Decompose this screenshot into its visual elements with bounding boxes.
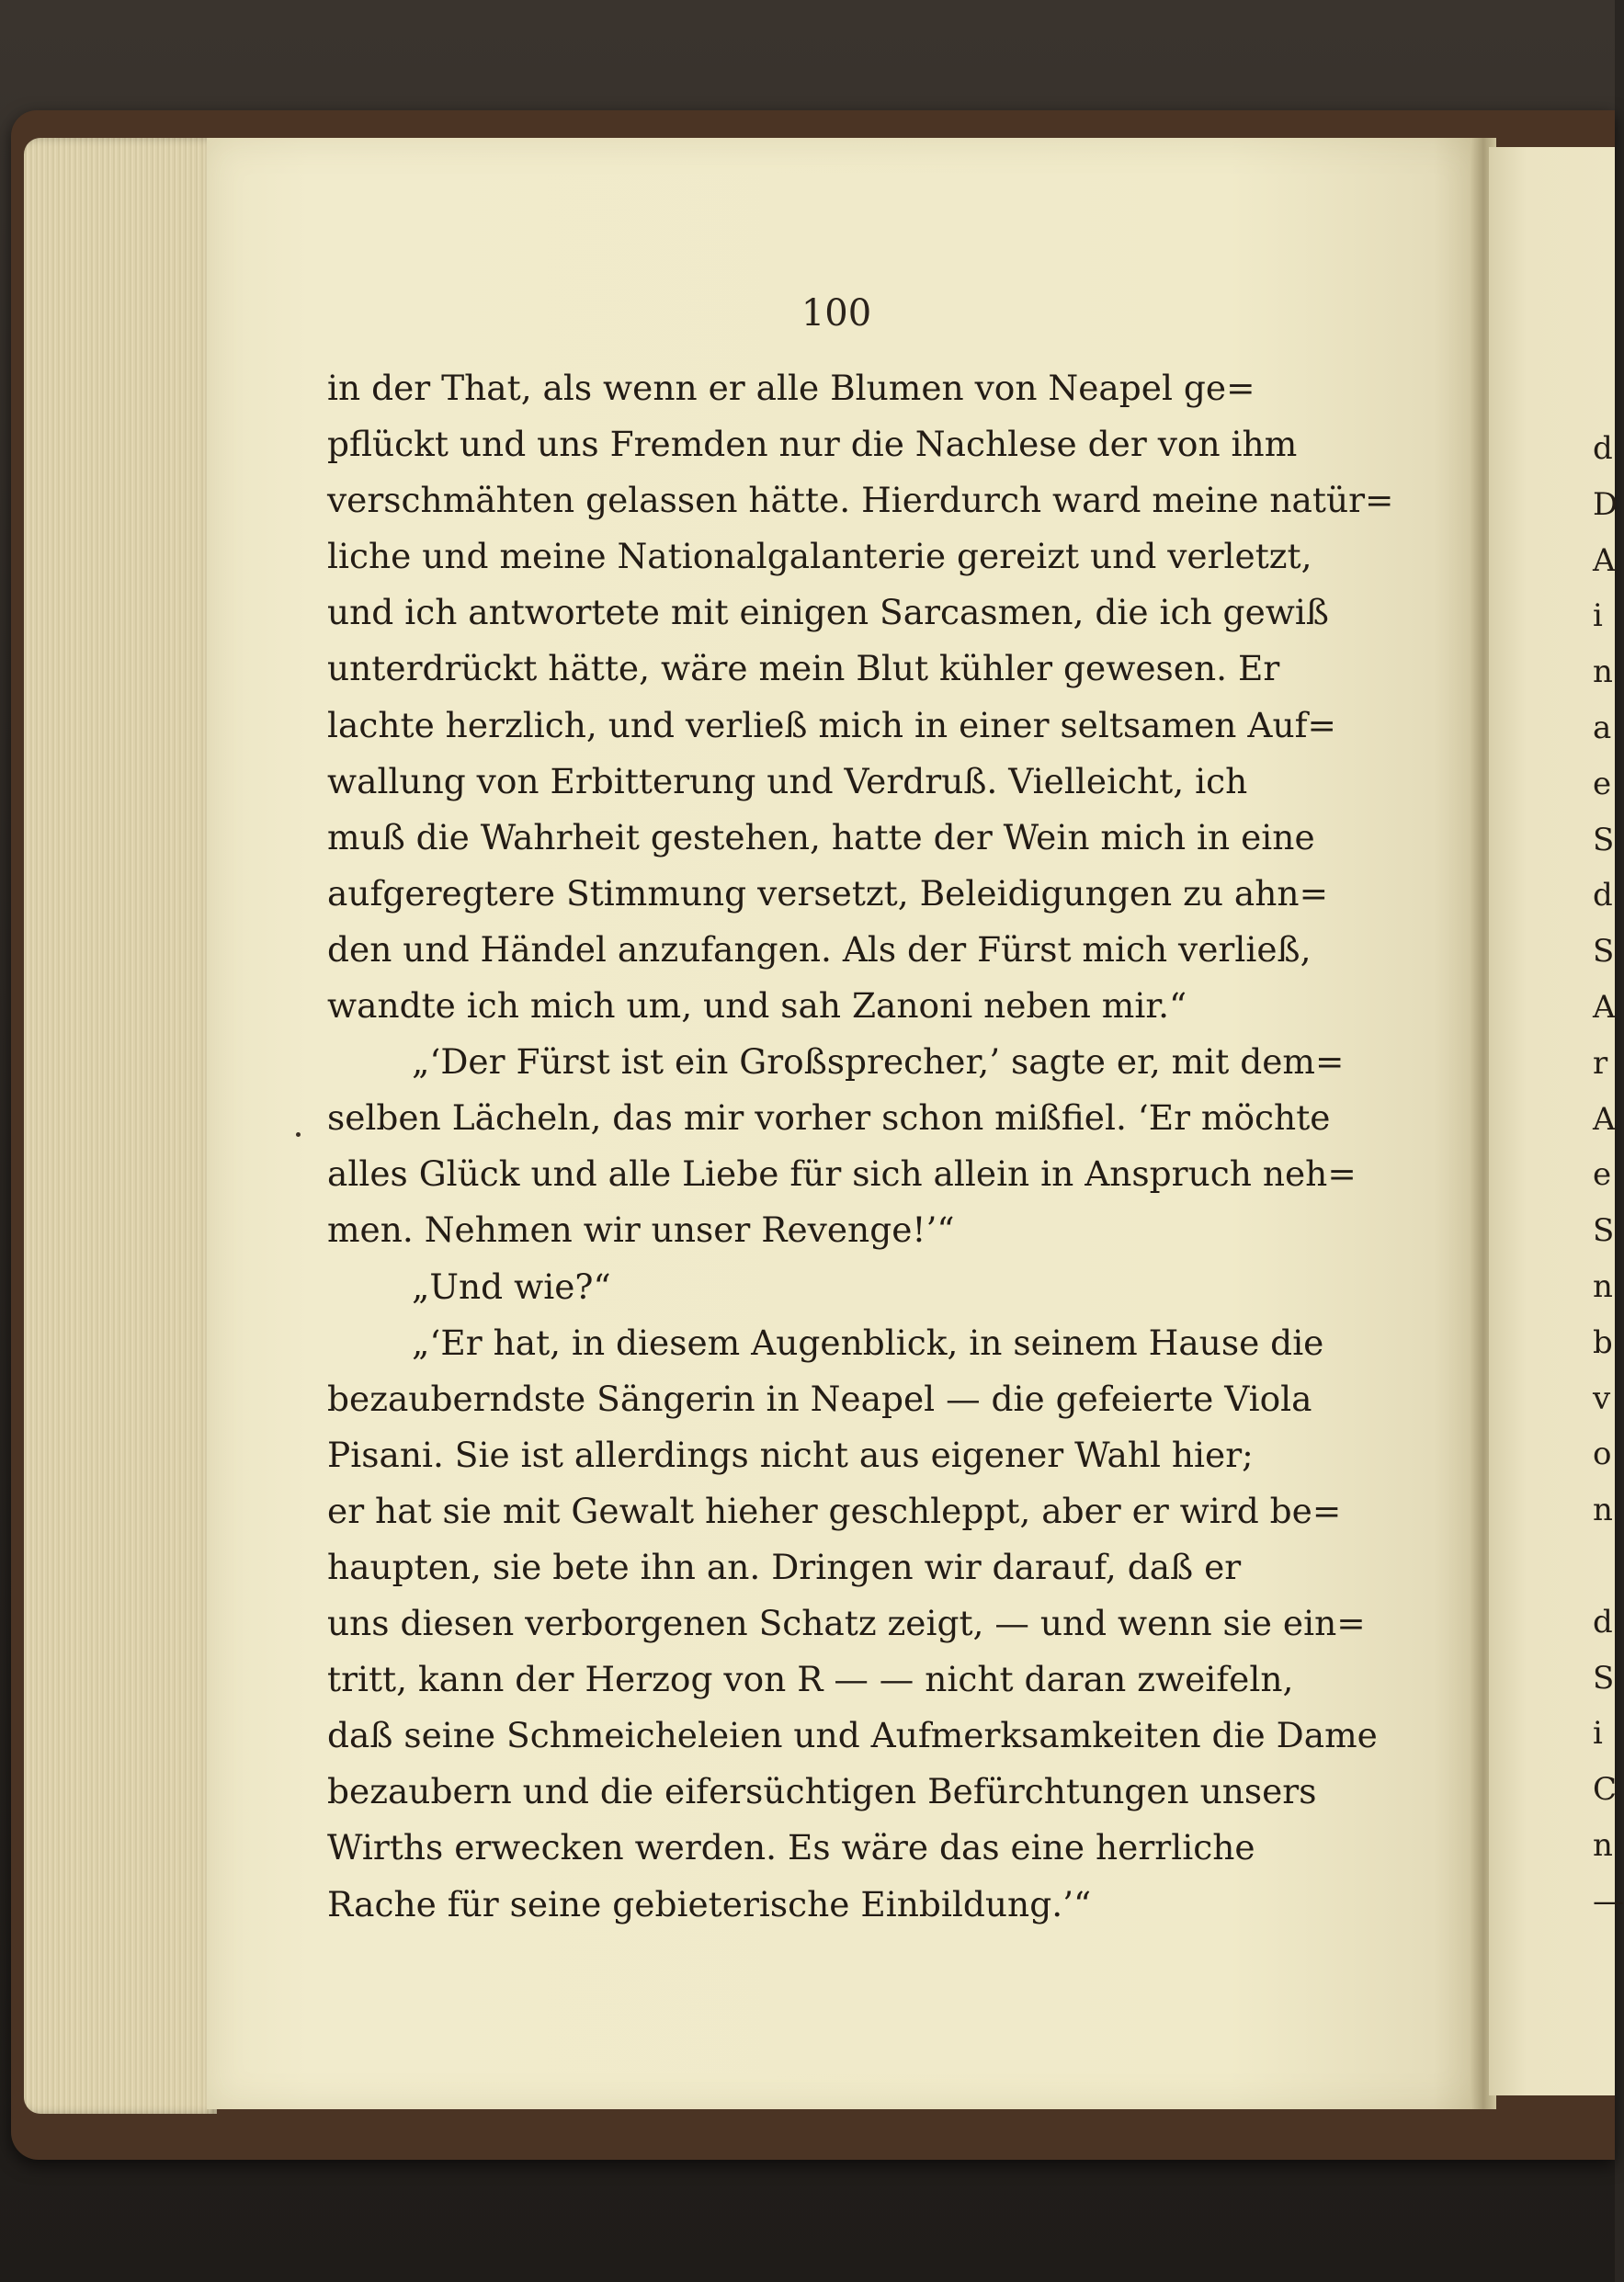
text-line: in der That, als wenn er alle Blumen von Neapel ge= — [327, 368, 1255, 408]
fragment: A — [1593, 1100, 1616, 1138]
fragment: i — [1593, 597, 1603, 635]
text-line: tritt, kann der Herzog von R — — nicht daran zweifeln, — [327, 1659, 1294, 1700]
fragment: d — [1593, 1603, 1613, 1641]
text-line: aufgeregtere Stimmung versetzt, Beleidigungen zu ahn= — [327, 872, 1329, 914]
text-line: wallung von Erbitterung und Verdruß. Vielleicht, ich — [327, 760, 1248, 801]
fragment: o — [1593, 1436, 1612, 1473]
paper-speck — [296, 1132, 301, 1137]
text-line: men. Nehmen wir unser Revenge!’“ — [327, 1209, 955, 1251]
text-line: unterdrückt hätte, wäre mein Blut kühler gewesen. Er — [327, 648, 1280, 689]
fragment: S — [1593, 1659, 1615, 1697]
fragment: D — [1593, 485, 1618, 523]
fragment: S — [1593, 821, 1615, 858]
fragment: n — [1593, 1826, 1613, 1864]
fragment: A — [1593, 541, 1616, 579]
text-line: pflückt und uns Fremden nur die Nachlese der von ihm — [327, 424, 1298, 465]
fragment: d — [1593, 877, 1613, 914]
fragment: i — [1593, 1715, 1603, 1753]
body-text — [327, 360, 1394, 1933]
fragment: S — [1593, 933, 1615, 971]
fragment: n — [1593, 1267, 1613, 1305]
text-line: verschmähten gelassen hätte. Hierdurch ward meine natür= — [327, 480, 1394, 521]
text-line: und ich antwortete mit einigen Sarcasmen, die ich gewiß — [327, 592, 1329, 633]
text-line: Pisani. Sie ist allerdings nicht aus eigener Wahl hier; — [327, 1434, 1254, 1475]
text-line: liche und meine Nationalgalanterie gereizt und verletzt, — [327, 536, 1312, 577]
text-line: Wirths erwecken werden. Es wäre das eine herrliche — [327, 1827, 1255, 1868]
fragment: r — [1593, 1044, 1608, 1082]
fragment: — — [1593, 1882, 1624, 1920]
fragment: n — [1593, 1492, 1613, 1529]
text-line: haupten, sie bete ihn an. Dringen wir darauf, daß er — [327, 1546, 1242, 1587]
fragment: d — [1593, 430, 1613, 467]
text-line: selben Lächeln, das mir vorher schon mißfiel. ‘Er möchte — [327, 1097, 1331, 1139]
text-line: „‘Der Fürst ist ein Großsprecher,’ sagte er, mit dem= — [412, 1041, 1345, 1083]
fragment: e — [1593, 1156, 1612, 1194]
fragment — [1593, 1538, 1615, 1595]
text-line: Rache für seine gebieterische Einbildung.’“ — [327, 1883, 1092, 1924]
text-line: alles Glück und alle Liebe für sich allein in Anspruch neh= — [327, 1153, 1357, 1195]
text-line: uns diesen verborgenen Schatz zeigt, — und wenn sie ein= — [327, 1603, 1366, 1644]
page-edges — [24, 138, 217, 2114]
text-line: er hat sie mit Gewalt hieher geschleppt, aber er wird be= — [327, 1490, 1342, 1531]
text-line: den und Händel anzufangen. Als der Fürst mich verließ, — [327, 928, 1312, 970]
fragment: a — [1593, 709, 1612, 746]
text-line: daß seine Schmeicheleien und Aufmerksamkeiten die Dame — [327, 1715, 1378, 1756]
fragment: b — [1593, 1323, 1613, 1361]
text-line: bezauberndste Sängerin in Neapel — die gefeierte Viola — [327, 1378, 1312, 1419]
text-line: lachte herzlich, und verließ mich in einer seltsamen Auf= — [327, 704, 1336, 745]
fragment: S — [1593, 1212, 1615, 1250]
text-line: wandte ich mich um, und sah Zanoni neben mir.“ — [327, 985, 1187, 1027]
fragment: A — [1593, 988, 1616, 1026]
page-number: 100 — [801, 292, 872, 335]
text-line: „‘Er hat, in diesem Augenblick, in seinem Hause die — [412, 1322, 1324, 1363]
text-line: „Und wie?“ — [412, 1266, 611, 1307]
text-line: bezaubern und die eifersüchtigen Befürchtungen unsers — [327, 1771, 1317, 1812]
fragment: n — [1593, 653, 1613, 691]
fragment: C — [1593, 1771, 1618, 1809]
fragment: e — [1593, 765, 1612, 802]
text-line: muß die Wahrheit gestehen, hatte der Wein mich in eine — [327, 816, 1315, 857]
right-page-text-fragments — [1593, 421, 1624, 1930]
fragment: v — [1593, 1379, 1611, 1417]
